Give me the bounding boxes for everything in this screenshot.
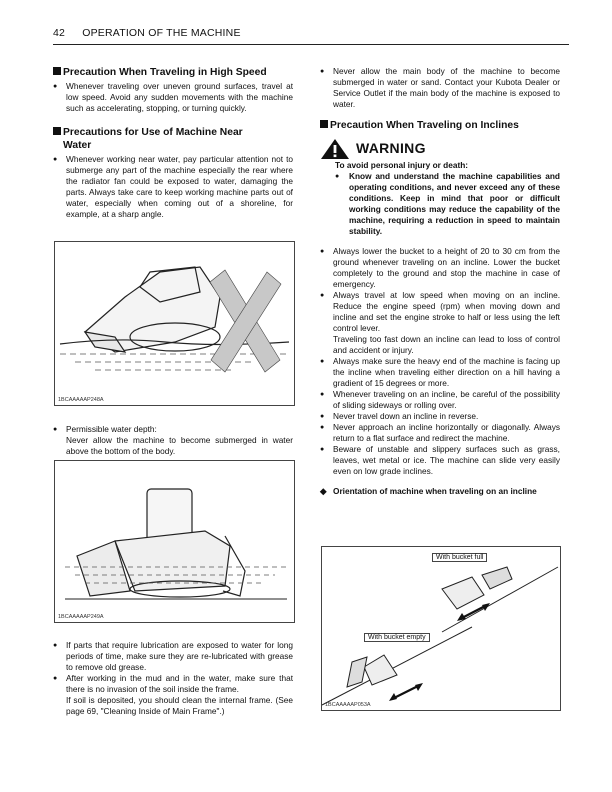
warning-subtitle: To avoid personal injury or death: <box>335 160 469 170</box>
diamond-bullet-icon: ◆ <box>320 486 327 496</box>
para-uneven-ground: ● Whenever traveling over uneven ground surfaces, travel at low speed. Avoid any sudden movements with the machine such as accelerating, stopping, or turning quickly. <box>53 81 293 114</box>
para-water-depth: ● Permissible water depth: Never allow the machine to become submerged in water above the bottom of the body. <box>53 424 293 457</box>
warning-title: WARNING <box>356 140 426 156</box>
page-number: 42 <box>53 27 66 39</box>
orientation-heading: ◆ Orientation of machine when traveling on an incline <box>320 486 537 496</box>
warning-triangle-icon <box>320 138 350 160</box>
bullet-low-speed: ● Always travel at low speed when moving on an incline. Reduce the engine speed (rpm) when moving down and incline and set the engine stroke to half or less using the left control lever. Traveling too fast down an incline can lead to loss of control and accident or injury. <box>320 290 560 356</box>
left-water-depth <box>53 424 293 457</box>
figure-caption: 1BCAAAAAP248A <box>58 397 104 403</box>
page-header <box>53 27 241 39</box>
para-lubrication: ● If parts that require lubrication are exposed to water for long periods of time, make sure they are re-lubricated with grease to remove old grease. <box>53 640 293 673</box>
heading-high-speed: Precaution When Traveling in High Speed <box>53 66 293 79</box>
figure-water-depth <box>54 460 295 623</box>
water-depth-illustration <box>55 461 294 622</box>
para-mud-soil: ● After working in the mud and in the water, make sure that there is no invasion of the soil inside the frame. If soil is deposited, you should clean the internal frame. (See page 69, "Cleaning Inside of Main Frame".) <box>53 673 293 717</box>
incline-orientation-illustration <box>322 547 560 710</box>
right-column <box>320 66 560 497</box>
label-bucket-full: With bucket full <box>432 553 487 562</box>
figure-caption: 1BCAAAAAP053A <box>325 702 371 708</box>
para-near-water: ● Whenever working near water, pay particular attention not to submerge any part of the machine especially the rear where the radiator fan could be exposed to water, damaging the parts. Always take care to keep working machine parts out of water, especially when coming out of a shoreline, for example, at a sharp angle. <box>53 154 293 220</box>
bullet-sliding: ● Whenever traveling on an incline, be careful of the possibility of sliding sideways or rolling over. <box>320 389 560 411</box>
label-bucket-empty: With bucket empty <box>364 633 430 642</box>
heading-inclines: Precaution When Traveling on Inclines <box>320 119 560 132</box>
warning-item: ● Know and understand the machine capabilities and operating conditions, and never exceed any of these conditions. Keep in mind that poor or difficult working conditions may reduce the capability of the machine, requiring a reduction in speed to maintain stability. <box>335 171 560 237</box>
warning-header <box>320 138 560 160</box>
para-main-body: ● Never allow the main body of the machine to become submerged in water or sand. Contact your Kubota Dealer or Service Outlet if the main body of the machine is exposed to water. <box>320 66 560 110</box>
heading-near-water: Precautions for Use of Machine Near Water <box>53 126 293 152</box>
left-bottom-bullets <box>53 640 293 717</box>
figure-submerged-machine <box>54 241 295 406</box>
square-bullet-icon <box>320 120 328 128</box>
section-title: OPERATION OF THE MACHINE <box>82 27 241 39</box>
bullet-lower-bucket: ● Always lower the bucket to a height of 20 to 30 cm from the ground whenever traveling on an incline. Lower the bucket completely to the ground and stop the machine in case of emergency. <box>320 246 560 290</box>
bullet-slippery: ● Beware of unstable and slippery surfaces such as grass, leaves, wet metal or ice. The machine can slide very easily even on low grade inclines. <box>320 444 560 477</box>
square-bullet-icon <box>53 67 61 75</box>
submerged-machine-illustration <box>55 242 294 405</box>
header-rule <box>53 44 569 45</box>
bullet-no-reverse: ● Never travel down an incline in reverse. <box>320 411 560 422</box>
left-column <box>53 66 293 220</box>
figure-caption: 1BCAAAAAP249A <box>58 614 104 620</box>
bullet-approach: ● Never approach an incline horizontally or diagonally. Always return to a flat surface and redirect the machine. <box>320 422 560 444</box>
square-bullet-icon <box>53 127 61 135</box>
figure-incline-orientation <box>321 546 561 711</box>
bullet-heavy-end: ● Always make sure the heavy end of the machine is facing up the incline when traveling either direction on a hill having a gradient of 15 degrees or more. <box>320 356 560 389</box>
